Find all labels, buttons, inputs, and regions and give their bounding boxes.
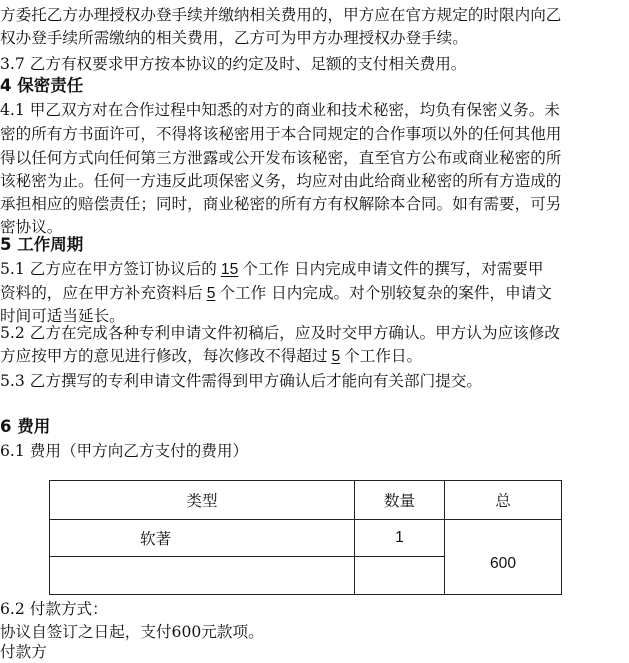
text-line: 密协议。 — [0, 218, 63, 236]
text-line — [0, 258, 544, 281]
text-line: 4.1 甲乙双方对在合作过程中知悉的对方的商业和技术秘密，均负有保密义务。未 — [0, 101, 560, 119]
text-line: 承担相应的赔偿责任；同时，商业秘密的所有方有权解除本合同。如有需要，可另 — [0, 195, 562, 213]
text-line — [0, 282, 552, 305]
text-line: 方委托乙方办理授权办登手续并缴纳相关费用的，甲方应在官方规定的时限内向乙 — [0, 6, 562, 24]
text-line — [0, 345, 422, 368]
text-line: 5.3 乙方撰写的专利申请文件需得到甲方确认后才能向有关部门提交。 — [0, 372, 482, 390]
text-line: 协议自签订之日起，支付600元款项。 — [0, 623, 264, 641]
fee-table — [49, 480, 562, 595]
cell-total: 600 — [445, 520, 562, 595]
section-heading: 5 工作周期 — [0, 235, 84, 254]
section-heading: 4 保密责任 — [0, 76, 84, 95]
text-line: 6.1 费用（甲方向乙方支付的费用） — [0, 442, 249, 460]
text-segment: 个工作日。 — [344, 347, 423, 365]
text-line: 该秘密为止。任何一方违反此项保密义务，均应对由此给商业秘密的所有方造成的 — [0, 172, 562, 190]
text-line: 3.7 乙方有权要求甲方按本协议的约定及时、足额的支付相关费用。 — [0, 55, 467, 73]
table-row — [50, 520, 562, 557]
filled-blank: 5 — [331, 348, 341, 365]
cell-type — [50, 557, 355, 595]
text-line: 得以任何方式向任何第三方泄露或公开发布该秘密，直至官方公布或商业秘密的所 — [0, 149, 562, 167]
text-segment: 个工作 日内完成申请文件的撰写，对需要甲 — [242, 260, 544, 278]
cell-qty — [355, 557, 445, 595]
text-line: 6.2 付款方式： — [0, 600, 108, 618]
header-total: 总 — [445, 481, 562, 520]
section-heading: 6 费用 — [0, 417, 51, 436]
text-line: 5.2 乙方在完成各种专利申请文件初稿后，应及时交甲方确认。甲方认为应该修改 — [0, 324, 560, 342]
text-segment: 个工作 日内完成。对个别较复杂的案件，申请文 — [219, 284, 552, 302]
filled-blank: 5 — [206, 285, 216, 302]
text-line: 权办登手续所需缴纳的相关费用，乙方可为甲方办理授权办登手续。 — [0, 29, 468, 47]
cell-type: 软著 — [50, 520, 355, 557]
table-header-row — [50, 481, 562, 520]
text-segment: 方应按甲方的意见进行修改，每次修改不得超过 — [0, 347, 328, 365]
header-qty: 数量 — [355, 481, 445, 520]
text-segment: 资料的，应在甲方补充资料后 — [0, 284, 203, 302]
text-segment: 5.1 乙方应在甲方签订协议后的 — [0, 260, 217, 278]
text-line: 时间可适当延长。 — [0, 307, 125, 325]
filled-blank: 15 — [220, 261, 239, 278]
text-line: 密的所有方书面许可，不得将该秘密用于本合同规定的合作事项以外的任何其他用 — [0, 125, 562, 143]
text-line: 付款方 — [0, 643, 47, 661]
header-type: 类型 — [50, 481, 355, 520]
cell-qty: 1 — [355, 520, 445, 557]
